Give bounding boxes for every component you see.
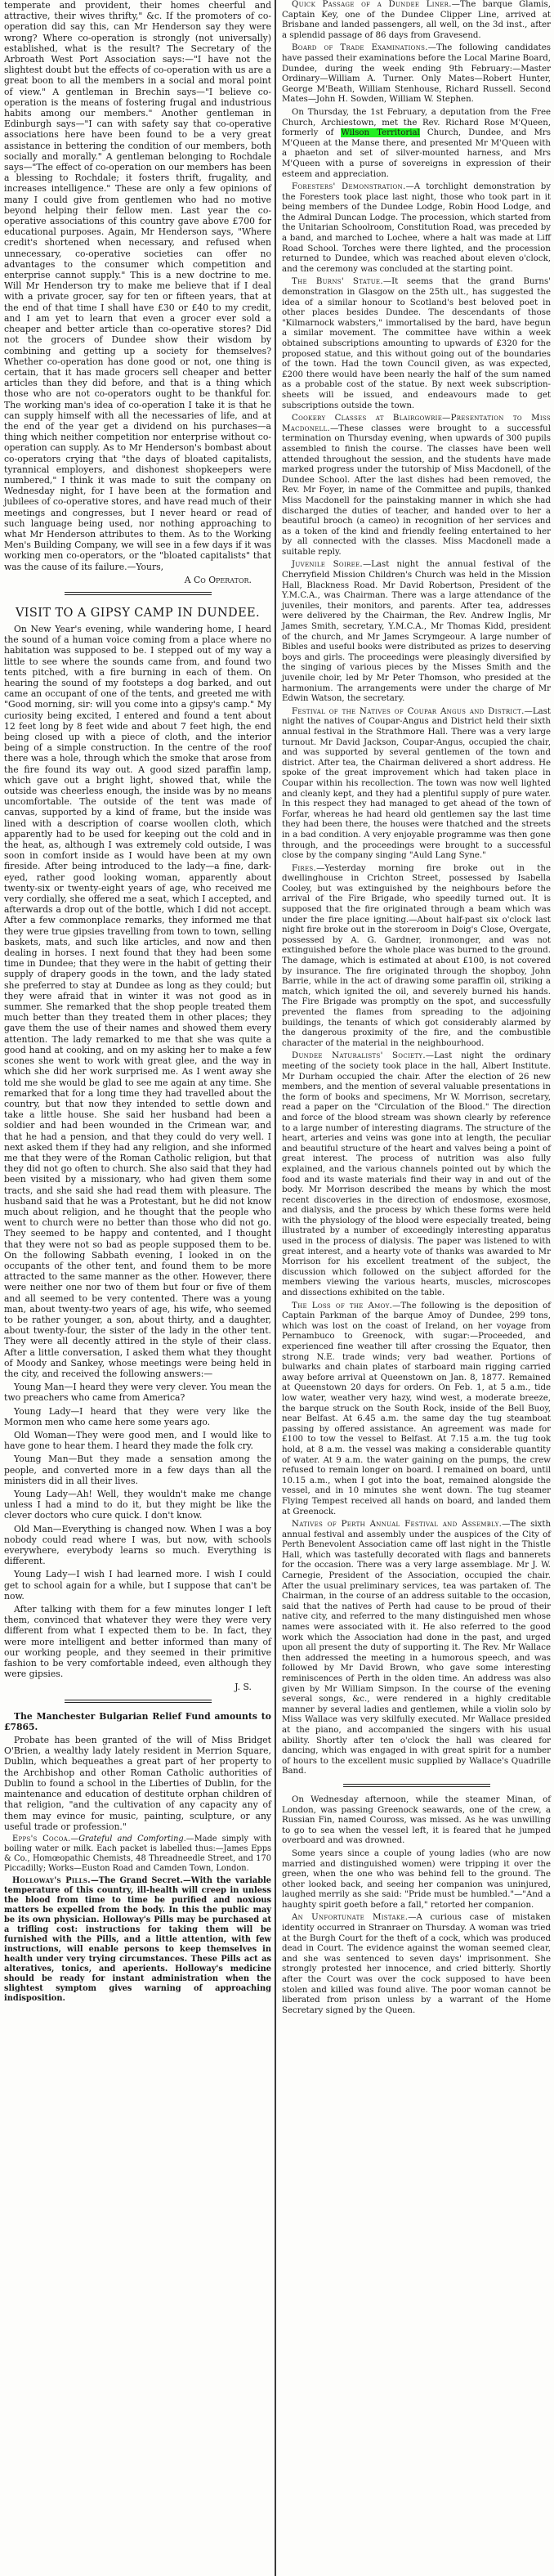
item-text: —Last night the annual festival of the Cherryfield Mission Children's Church was held in the Mission Hall, Blackness Road. Mr David Robertson, President of the Y.M.C.A., was Chairman. There was a large attendance of the juveniles, their monitors, and parents. After tea, addresses were delivered by the Chairman, the Rev. Andrew Inglis, Mr James Smith, secretary, Y.M.C.A., Mr Thomas Kidd, president of the church, and Mr James Scrymgeour. A large number of Bibles and useful books were distributed as prizes to deserving boys and girls. The proceedings were pleasingly diversified by the singing of various pieces by the Misses Smith and the juvenile choir, led by Mr Peter Thomson, who presided at the harmonium. The arrangements were under the charge of Mr Edwin Watson, the secretary. bbox=[282, 560, 551, 704]
item-text: —The following is the deposition of Captain Parkman of the barque Amoy of Dundee, 299 tons, which was lost on the coast of Ireland, on her voyage from Pernambuco to Greenock, with sugar:—Proceeded, and experienced fine weather till after crossing the Equator, then strong N.E. trade winds; very bad weather. Portions of bulwarks and chain plates of starboard main rigging carried away before arrival at Queenstown on Jan. 8, 1877. Remained at Queenstown 20 days for orders. On Feb. 1, at 5 a.m., tide low water, weather very hazy, wind west, a moderate breeze, the barque struck on the South Rock, inside of the Bell Buoy, near Belfast. At 6.45 a.m. the same day the tug steamboat passing by offered assistance. An agreement was made for £100 to tow the vessel to Belfast. At 7.15 a.m. the tug took hold, at 8 a.m. the vessel was making a considerable quantity of water. At 9 a.m. the water gaining on the pumps, the crew refused to remain longer on board. I remained on board, until 10.15 a.m., when I got into the boat, remained alongside the vessel, and in 10 minutes she went down. The tug steamer Flying Tempest received all hands on board, and landed them at Greenock. bbox=[282, 1301, 551, 1516]
item-text: —A curious case of mistaken identity occurred in Stranraer on Thursday. A woman was tried at the Burgh Court for the theft of a cock, which was produced dead in Court. The evidence against the woman seemed clear, and she was sentenced to seven days' imprisonment. She strongly protested her innocence, and cried bitterly. Shortly after the Court was over the cock supposed to have been stolen and killed was found alive. The poor woman cannot be liberated from prison unless by a warrant of the Home Secretary signed by the Queen. bbox=[282, 1913, 551, 2015]
item-heading: Board of Trade Examinations. bbox=[292, 43, 428, 53]
item-heading: Foresters' Demonstration. bbox=[292, 182, 406, 192]
article-paragraph: Young Lady—Ah! Well, they wouldn't make me change unless I had a mind to do it, but they might be like the clever doctors who cure quick. I don't know. bbox=[4, 1489, 271, 1521]
advertisements bbox=[4, 1835, 271, 2004]
news-item-bulgarian-fund: The Manchester Bulgarian Relief Fund amounts to £7865. bbox=[4, 1710, 271, 1732]
right-column bbox=[276, 0, 554, 2576]
news-item-quick-passage bbox=[282, 0, 551, 41]
news-item-loss-of-amoy bbox=[282, 1301, 551, 1517]
article-paragraph: Young Man—I heard they were very clever. You mean the two preachers who came from America? bbox=[4, 1382, 271, 1404]
item-heading: The Loss of the Amoy. bbox=[292, 1301, 393, 1310]
ad-text: —The Grand Secret.—With the variable temperature of this country, ill-health will creep in unless the blood from time to time be purified and noxious matters be expelled from the body. In this the public may be its own physician. Holloway's Pills may be purchased at a trifling cost: instructions for taking them will be furnished with the Pills, and a little attention, with few instructions, will enable persons to keep themselves in health under very trying circumstances. These Pills act as alteratives, tonics, and aperients. Holloway's medicine should be ready for instant administration when the slightest symptom gives warning of approaching indisposition. bbox=[4, 1875, 271, 2003]
news-item-unfortunate-mistake bbox=[282, 1913, 551, 2016]
ad-heading: Holloway's Pills. bbox=[12, 1875, 91, 1885]
article-signature: J. S. bbox=[235, 1682, 252, 1693]
article-paragraph: Young Lady—I heard that they were very like the Mormon men who came here some years ago. bbox=[4, 1405, 271, 1427]
item-text: —The following candidates have passed their examinations before the Local Marine Board, Dundee, during the week ending 9th February:—Master Ordinary—William A. Turner. Only Mates—Robert Hunter, George M'Beath, William Stenhouse, Richard Russell. Second Mates—John H. Sowden, William W. Stephen. bbox=[282, 43, 551, 105]
coop-letter bbox=[4, 0, 271, 585]
news-item-pride-humbled bbox=[282, 1849, 551, 1911]
item-heading: Dundee Naturalists' Society. bbox=[292, 1051, 426, 1061]
news-item-steamer-minan bbox=[282, 1795, 551, 1847]
section-divider-rule bbox=[343, 1784, 490, 1787]
news-item-burns-statue bbox=[282, 277, 551, 411]
ad-subheading: Grateful and Comforting. bbox=[78, 1834, 186, 1844]
item-text: —It seems that the grand Burns' demonstration in Glasgow on the 25th ult., has suggested the idea of a similar honour to Scotland's best beloved poet in other places besides Dundee. The descendants of those "Kilmarnock wabsters," immortalised by the bard, have begun a similar movement. The committee have within a week obtained subscriptions amounting to upwards of £320 for the proposed statue, and this without going out of the boundaries of the town. Had the town Council given, as was expected, £200 there would have been nearly the half of the sum named as a probable cost of the statue. By next week subscription-sheets will be issued, and endeavours made to get subscriptions outside the town. bbox=[282, 277, 551, 410]
coop-letter-signature: A Co Operator. bbox=[184, 574, 252, 585]
item-heading: Natives of Perth Annual Festival and Assembly. bbox=[292, 1520, 503, 1530]
news-item-perth-festival bbox=[282, 1520, 551, 1777]
item-text: On Wednesday afternoon, while the steamer Minan, of London, was passing Greenock seawards, one of the crew, a Russian Fin, named Couross, was missed. As he was unwilling to go to sea when the vessel left, it is feared that he jumped overboard and was drowned. bbox=[282, 1794, 551, 1846]
item-text: —These classes were brought to a successful termination on Thursday evening, when upwards of 300 pupils assembled to finish the course. The classes have been well attended throughout the session, and the students have made marked progress under the tutorship of Miss Macdonell, of the Dundee School. After the last dishes had been removed, the Rev. Mr Foyer, in name of the Committee and pupils, thanked Miss Macdonell for the painstaking manner in which she had discharged the duties of teacher, and handed over to her a beautiful brooch (a cameo) in recognition of her services and as a token of the kind and friendly feeling entertained to her by all connected with the classes. Miss Macdonell made a suitable reply. bbox=[282, 423, 551, 557]
ad-holloways-pills bbox=[4, 1876, 271, 2004]
item-text: Some years since a couple of young ladies (who are now married and distinguished women) were tripping it over the green, when the one who was behind fell to the ground. The other looked back, and seeing her companion was uninjured, laughed merrily as she said: "Pride must be humbled."—"And a haughty spirit goeth before a fall," retorted her companion. bbox=[282, 1848, 551, 1910]
item-text: —The sixth annual festival and assembly under the auspices of the City of Perth Benevolent Association came off last night in the Thistle Hall, which was tastefully decorated with flags and bannerets for the occasion. There was a very large assemblage. Mr J. W. Carnegie, President of the Association, occupied the chair. After the usual preliminary services, tea was partaken of. The Chairman, in the course of an address suitable to the occasion, said that the natives of Perth had cause to be proud of their native city, and referred to the many distinguished men whose names were associated with it. He also referred to the good work which the Association had done in the past, and urged upon all present the duty of supporting it. The Rev. Mr Wallace then addressed the meeting in a humorous speech, and was followed by Mr David Brown, who gave some interesting reminiscences of Perth in the olden time. An address was also given by Mr William Simpson. In the course of the evening several songs, &c., were rendered in a highly creditable manner by several ladies and gentlemen, while a violin solo by Miss Wallace was very skilfully executed. Mr Wallace presided at the piano, and accompanied the singers with his usual ability. Shortly after ten o'clock the hall was cleared for dancing, which was engaged in with great spirit for a number of hours to the excellent music supplied by Wallace's Quadrille Band. bbox=[282, 1520, 552, 1776]
item-text: —Last night the ordinary meeting of the society took place in the hall, Albert Institute. Mr Durham occupied the chair. After the election of 26 new members, and the mention of several valuable presentations in the form of books and specimens, Mr W. Morrison, secretary, read a paper on the "Circulation of the Blood." The direction and force of the blood stream was shown clearly by reference to a large number of interesting diagrams. The structure of the heart, arteries and veins was gone into at length, the peculiar and beautiful structure of the heart and valves being a point of great interest. The process of nutrition was also fully explained, and the various channels pointed out by which the food and its waste materials find their way in and out of the body. Mr Morrison described the means by which the most recent discoveries in the direction of endosmose, exosmose, and dialysis, and the process by which these forms were held with the physiology of the blood were especially treated, being illustrated by a number of exceedingly interesting apparatus used in the process of dialysis. The paper was listened to with great interest, and a hearty vote of thanks was awarded to Mr Morrison for his excellent treatment of the subject, the discussion which followed on the subject afforded for the members viewing the various hearts, muscles, microscopes and dissections exhibited on the table. bbox=[282, 1051, 551, 1298]
left-column bbox=[0, 0, 275, 2576]
news-item-probate: Probate has been granted of the will of Miss Bridget O'Brien, a wealthy lady lately resident in Merrion Square, Dublin, which bequeathes a great part of her property to the Archbishop and other Roman Catholic authorities of Dublin to found a school in the Liberties of Dublin, for the maintenance and education of destitute orphan children of that religion, "and the cultivation of any capacity any of them may evince for music, painting, sculpture, or any useful trade or profession." bbox=[4, 1735, 271, 1832]
item-heading: Festival of the Natives of Coupar Angus and District. bbox=[292, 706, 525, 716]
section-divider-rule bbox=[65, 592, 212, 595]
news-item-mqueen-deputation bbox=[282, 108, 551, 180]
ad-text: —Made simply with boiling water or milk. Each packet is labelled thus:—James Epps & Co., Homœopathic Chemists, 48 Threadneedle Street, and 170 Piccadilly; Works—Euston Road and Camden Town, London. bbox=[4, 1834, 271, 1873]
article-title: VISIT TO A GIPSY CAMP IN DUNDEE. bbox=[15, 606, 261, 620]
item-heading: Quick Passage of a Dundee Liner. bbox=[292, 0, 452, 9]
item-heading: An Unfortunate Mistake. bbox=[292, 1913, 409, 1923]
gipsy-camp-article bbox=[4, 607, 271, 1693]
item-text: —Last night the natives of Coupar-Angus and District held their sixth annual festival in the Strathmore Hall. There was a very large turnout. Mr David Jackson, Coupar-Angus, occupied the chair, and was supported by several gentlemen of the town and district. After tea, the Chairman delivered a short address. He spoke of the great improvement which had taken place in Coupar within his recollection. The town was now well lighted and cleanly kept, and they had a plentiful supply of pure water. In this respect they had managed to get ahead of the town of Forfar, whereas he had heard old gentlemen say the last time they had been there, the houses were thatched and the streets in a bad condition. A very enjoyable programme was then gone through, and the proceedings were brought to a successful close by the company singing "Auld Lang Syne." bbox=[282, 706, 551, 861]
item-text: Church, Dundee, and Mrs M'Queen at the Manse there, and presented Mr M'Queen with a phaeton and set of silver-mounted harness, and Mrs M'Queen with a purse of sovereigns in expression of their esteem and appreciation. bbox=[282, 128, 551, 179]
item-text: —Yesterday morning fire broke out in the dwellinghouse in Crichton Street, possessed by Isabella Cooley, but was extinguished by the neighbours before the arrival of the Fire Brigade, who speedily turned out. It is supposed that the fire originated through a beam which was under the fire place igniting.—About half-past six o'clock last night fire broke out in the storeroom in Doig's Close, Overgate, possessed by A. G. Gardner, ironmonger, and was not extinguished before the whole place was burned to the ground. The damage, which is estimated at about £100, is not covered by insurance. The fire originated through the shopboy, John Barrie, while in the act of drawing some paraffin oil, striking a match, which ignited the oil, and severely burned his hands. The Fire Brigade was promptly on the spot, and successfully prevented the flames from spreading to the adjoining buildings, the tenants of which got considerably alarmed by the dangerous proximity of the fire, and the combustible character of the material in the neighbourhood. bbox=[282, 863, 551, 1048]
article-paragraph: Old Woman—They were good men, and I would like to have gone to hear them. I heard they made the folk cry. bbox=[4, 1430, 271, 1452]
ad-heading: Epps's Cocoa. bbox=[12, 1834, 71, 1844]
article-paragraph: Young Man—But they made a sensation among the people, and converted more in a few days than all the ministers did in all their lives. bbox=[4, 1454, 271, 1486]
news-item-cookery-classes bbox=[282, 414, 551, 558]
short-items bbox=[4, 1711, 271, 1832]
item-heading: Cookery Classes at Blairgowrie—Presentation to Miss Macdonell. bbox=[282, 414, 551, 433]
news-item-naturalists-society bbox=[282, 1051, 551, 1298]
item-heading: The Burns' Statue. bbox=[292, 277, 383, 287]
news-item-board-of-trade bbox=[282, 43, 551, 105]
article-paragraph: Old Man—Everything is changed now. When I was a boy nobody could read where I was, but now, with schools everywhere, everybody learns so much. Everything is different. bbox=[4, 1523, 271, 1567]
item-text: On Thursday, the 1st February, a deputation from the Free Church, Archiestown, met the Rev. Richard Rose M'Queen, formerly of bbox=[282, 107, 551, 138]
article-paragraph: After talking with them for a few minutes longer I left them, convinced that whatever they were they were very different from what I expected them to be. In fact, they were more intelligent and better informed than many of our working people, and they seemed in their primitive fashion to be very comfortable indeed, even although they were gipsies. bbox=[4, 1604, 271, 1680]
highlighted-text: Wilson Territorial bbox=[341, 128, 420, 138]
news-item-juvenile-soiree bbox=[282, 560, 551, 704]
article-paragraph: Young Lady—I wish I had learned more. I wish I could get to school again for a while, but I suppose that can't be now. bbox=[4, 1569, 271, 1602]
item-heading: Fires. bbox=[292, 863, 317, 873]
item-text: —The barque Glamis, Captain Key, one of the Dundee Clipper Line, arrived at Brisbane and landed passengers, all well, on the 3d inst., after a splendid passage of 86 days from Gravesend. bbox=[282, 0, 552, 40]
item-heading: Juvenile Soiree. bbox=[292, 560, 363, 570]
news-item-coupar-angus-festival bbox=[282, 707, 551, 862]
coop-letter-body: temperate and provident, their homes cheerful and attractive, their wives thrifty," &c. If the promoters of co-operation did say this, can Mr Henderson say they were wrong? Where co-operation is strongly (not universally) established, what is the result? The Secretary of the Arbroath West Port Association says:—"I have not the slightest doubt but the effects of co-operation with us are a great boon to all the members in a social and moral point of view." A gentleman in Brechin says—"I believe co-operation is the means of fostering frugal and industrious habits among our members." Another gentleman in Edinburgh says—"I can with safety say that co-operative associations here have been found to be a very great assistance in bettering the condition of our members, both socially and morally." A gentleman belonging to Rochdale says—"The effect of co-operation on our members has been a blessing to Rochdale; it fosters thrift, frugality, and increases intelligence." These are only a few opinions of many I could give from gentlemen who had no motive beyond helping their fellow men. Last year the co-operative associations of this country gave above £700 for educational purposes. Again, Mr Henderson says, "Where credit's shortened when necessary, and refused when unnecessary, co-operative societies can offer no advantages to the consumer which competition and enterprise cannot supply." This is a new doctrine to me. Will Mr Henderson try to make me believe that if I deal with a private grocer, say for ten or fifteen years, that at the end of that time I shall have £30 or £40 to my credit, and I am yet to learn that even a grocer ever sold a cheaper and better article than co-operative stores? Did not the grocers of Dundee show their wisdom by combining and getting up a society for themselves? Whether co-operation has done good or not, one thing is certain, that it has made grocers sell cheaper and better articles than they did before, and that is a thing which those who are not co-operators ought to be thankful for. The working man's idea of co-operation I take it is that he can supply himself with all the necessaries of life, and at the end of the year get a dividend on his purchases—a thing which neither competition nor enterprise without co-operation can supply. As to Mr Henderson's bombast about co-operators crying that "the days of bloated capitalists, tyrannical employers, and dishonest shopkeepers were numbered," I think it was made to suit the company on Wednesday night, for I have been at the formation and jubilees of co-operative stores, and have read much of their meetings and congresses, but I never heard or read of such language being used, nor nothing approaching to what Mr Henderson attributes to them. As to the Working Men's Building Company, we will see in a few days if it was working men co-operators, or the "bloated capitalists" that was the cause of its failure.—Yours, bbox=[4, 0, 271, 572]
item-text: —A torchlight demonstration by the Foresters took place last night, those who took part in it being members of the Dundee Lodge, Robin Hood Lodge, and the Admiral Duncan Lodge. The procession, which started from the Unitarian Schoolroom, Constitution Road, was preceded by a band, and marched to Lochee, where a halt was made at Liff Road School. Torches were there lighted, and the procession returned to Dundee, which was reached about eleven o'clock, and the ceremony was concluded at the starting point. bbox=[282, 182, 551, 274]
ad-epps-cocoa: Epps's Cocoa.—Grateful and Comforting.—Made simply with boiling water or milk. Each packet is labelled thus:—James Epps & Co., Homœopathic Chemists, 48 Threadneedle Street, and 170 Piccadilly; Works—Euston Road and Camden Town, London. bbox=[4, 1834, 271, 1873]
article-paragraph: On New Year's evening, while wandering home, I heard the sound of a human voice coming from a place where no habitation was supposed to be. I stepped out of my way a little to see where the sounds came from, and found two tents pitched, with a fire burning in each of them. On hearing the sound of my footsteps a dog barked, and out came an occupant of one of the tents, and greeted me with "Good morning, sir: will you come into a gipsy's camp." My curiosity being excited, I entered and found a tent about 12 feet long by 8 feet wide and about 7 feet high, the end being closed up with a piece of cloth, and the interior being of a simple construction. In the centre of the roof there was a hole, through which the smoke that arose from the fire found its way out. A good sized paraffin lamp, which gave out a bright light, showed that, while the outside was cheerless enough, the inside was by no means uncomfortable. The outside of the tent was made of canvas, supported by a kind of frame, but the inside was lined with a description of coarse woollen cloth, which apparently had to be used for keeping out the cold and in the heat, as, although I was extremely cold outside, I was soon in comfort inside as I would have been at my own fireside. After being introduced to the lady—a fine, dark-eyed, rather good looking woman, apparently about twenty-six or twenty-eight years of age, who received me very cordially, she offered me a seat, which I accepted, and afterwards a drop out of the bottle, which I did not accept. After a few commonplace remarks, they informed me that they were true gipsies travelling from town to town, selling baskets, mats, and such like articles, and now and then dealing in horses. I next found that they had been some time in Dundee; that they were in the habit of getting their supply of drapery goods in the town, and the lady stated she preferred to stay at Dundee as long as they could; but they were afraid that in winter it was not good as in summer. She remarked that the shop people treated them much better than they treated them in other places; they gave them the use of their names and showed them every attention. The lady remarked to me that she was quite a good hand at cooking, and on my asking her to make a few scones she went to work with great glee, and the way in which she did her work surprised me. As I went away she told me she would be glad to see me again at any time. She remarked that for a long time they had travelled about the country, but that now they intended to settle down and take a little house. She said her husband had been a soldier and had been wounded in the Crimean war, and that he had a pension, and that they could do very well. I next asked them if they had any religion, and she informed me that they were of the Roman Catholic religion, but that they did not go often to church. She also said that they had been visited by a missionary, who had given them some tracts, and she said she had read them with pleasure. The husband said that he was a Protestant, but he did not know much about religion, and he thought that the people who went to church were no better than those who did not go. They seemed to be happy and contented, and I thought that they were not so bad as people supposed them to be. On the following Sabbath evening, I looked in on the occupants of the other tent, and found them to be more attracted to the same manner as the other. However, there were neither one nor two of them but four or five of them and all seemed to be very contented. There was a young man, about twenty-two years of age, his wife, who seemed to be rather younger, a son, about thirty, and a daughter, about twenty-four, the sister of the lady in the other tent. They were all decently attired in the style of their class. After a little conversation, I asked them what they thought of Moody and Sankey, whose meetings were being held in the city, and received the following answers:— bbox=[4, 623, 271, 1379]
news-item-fires bbox=[282, 864, 551, 1050]
section-divider-rule bbox=[65, 1700, 212, 1703]
news-item-foresters bbox=[282, 182, 551, 275]
